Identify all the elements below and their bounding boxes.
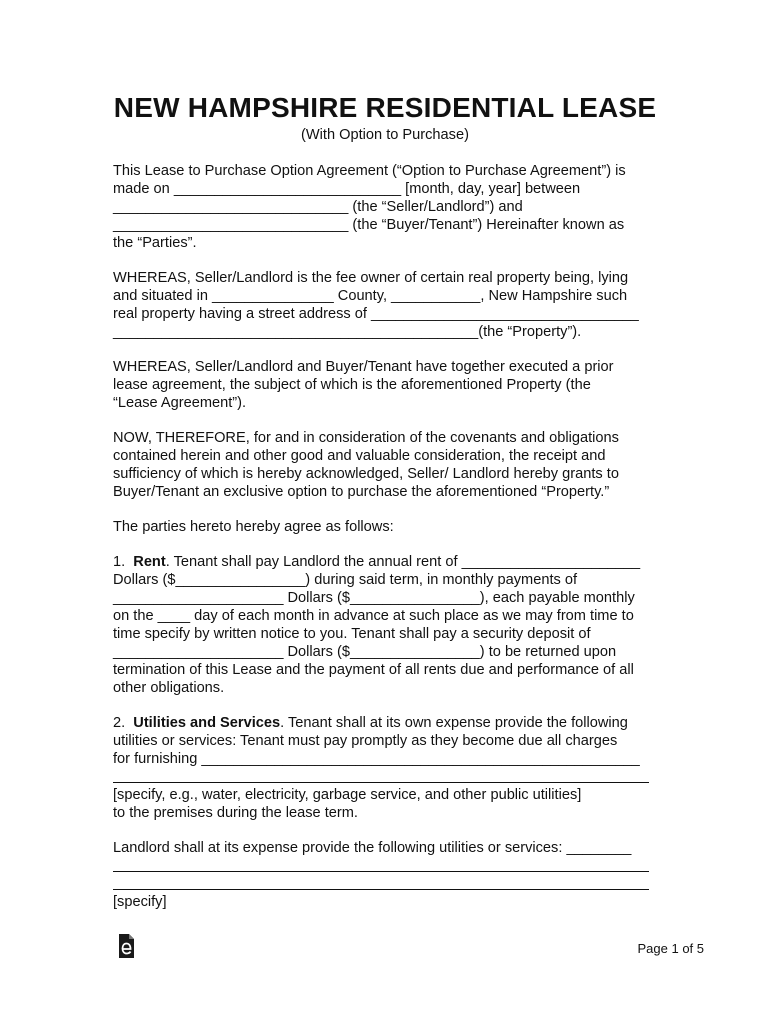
rent-line: _____________________ Dollars ($________________) to be returned upon xyxy=(113,644,617,660)
intro-paragraph xyxy=(113,162,661,252)
rent-first-line xyxy=(113,553,661,571)
specify-note: [specify] xyxy=(113,894,167,910)
rent-line: Dollars ($________________) during said term, in monthly payments of xyxy=(113,572,578,588)
now-therefore-paragraph xyxy=(113,429,661,501)
blank-fill-line xyxy=(113,857,661,875)
whereas-line: and situated in _______________ County, ___________, New Hampshire such xyxy=(113,288,628,304)
intro-line: This Lease to Purchase Option Agreement (“Option to Purchase Agreement”) is xyxy=(113,163,626,179)
page-number: Page 1 of 5 xyxy=(637,941,704,956)
intro-line: _____________________________ (the “Buyer/Tenant”) Hereinafter known as xyxy=(113,217,625,233)
whereas-paragraph-1 xyxy=(113,269,661,341)
blank-fill-line xyxy=(113,768,661,786)
utilities-line: [specify, e.g., water, electricity, garbage service, and other public utilities] xyxy=(113,787,582,803)
now-therefore-line: Buyer/Tenant an exclusive option to purchase the aforementioned “Property.” xyxy=(113,484,610,500)
utilities-heading: Utilities and Services xyxy=(133,715,281,731)
rent-section xyxy=(113,553,661,697)
document-title: NEW HAMPSHIRE RESIDENTIAL LEASE xyxy=(113,92,657,123)
intro-line: _____________________________ (the “Seller/Landlord”) and xyxy=(113,199,523,215)
utilities-line: to the premises during the lease term. xyxy=(113,805,358,821)
whereas-paragraph-2 xyxy=(113,358,661,412)
utilities-number: 2. xyxy=(113,715,134,731)
utilities-line: utilities or services: Tenant must pay promptly as they become due all charges xyxy=(113,733,618,749)
rent-first-line-text: . Tenant shall pay Landlord the annual rent of ______________________ xyxy=(165,554,641,570)
rent-line: time specify by written notice to you. Tenant shall pay a security deposit of xyxy=(113,626,591,642)
rent-line: termination of this Lease and the payment of all rents due and performance of all xyxy=(113,662,634,678)
utilities-section xyxy=(113,714,661,911)
whereas-line: lease agreement, the subject of which is the aforementioned Property (the xyxy=(113,377,591,393)
whereas-line: real property having a street address of _________________________________ xyxy=(113,306,639,322)
whereas-line: WHEREAS, Seller/Landlord is the fee owner of certain real property being, lying xyxy=(113,270,629,286)
rent-line: on the ____ day of each month in advance at such place as we may from time to xyxy=(113,608,634,624)
whereas-line: WHEREAS, Seller/Landlord and Buyer/Tenant have together executed a prior xyxy=(113,359,614,375)
document-body xyxy=(113,162,661,911)
document-subtitle: (With Option to Purchase) xyxy=(301,127,469,143)
now-therefore-line: contained herein and other good and valuable consideration, the receipt and xyxy=(113,448,606,464)
landlord-utilities-line: Landlord shall at its expense provide the following utilities or services: ________ xyxy=(113,840,632,856)
rent-number: 1. xyxy=(113,554,134,570)
brand-logo-icon xyxy=(118,934,135,958)
blank-fill-line xyxy=(113,875,661,893)
agree-statement: The parties hereto hereby agree as follows: xyxy=(113,519,394,535)
now-therefore-line: NOW, THEREFORE, for and in consideration of the covenants and obligations xyxy=(113,430,619,446)
rent-line: _____________________ Dollars ($________________), each payable monthly xyxy=(113,590,635,606)
utilities-line: for furnishing ______________________________________________________ xyxy=(113,751,640,767)
whereas-line: _____________________________________________(the “Property”). xyxy=(113,324,582,340)
whereas-line: “Lease Agreement”). xyxy=(113,395,247,411)
now-therefore-line: sufficiency of which is hereby acknowledged, Seller/ Landlord hereby grants to xyxy=(113,466,619,482)
intro-line: the “Parties”. xyxy=(113,235,197,251)
rent-line: other obligations. xyxy=(113,680,225,696)
utilities-first-line-text: . Tenant shall at its own expense provide the following xyxy=(280,715,628,731)
intro-line: made on ____________________________ [month, day, year] between xyxy=(113,181,581,197)
rent-heading: Rent xyxy=(133,554,166,570)
utilities-first-line xyxy=(113,714,661,732)
